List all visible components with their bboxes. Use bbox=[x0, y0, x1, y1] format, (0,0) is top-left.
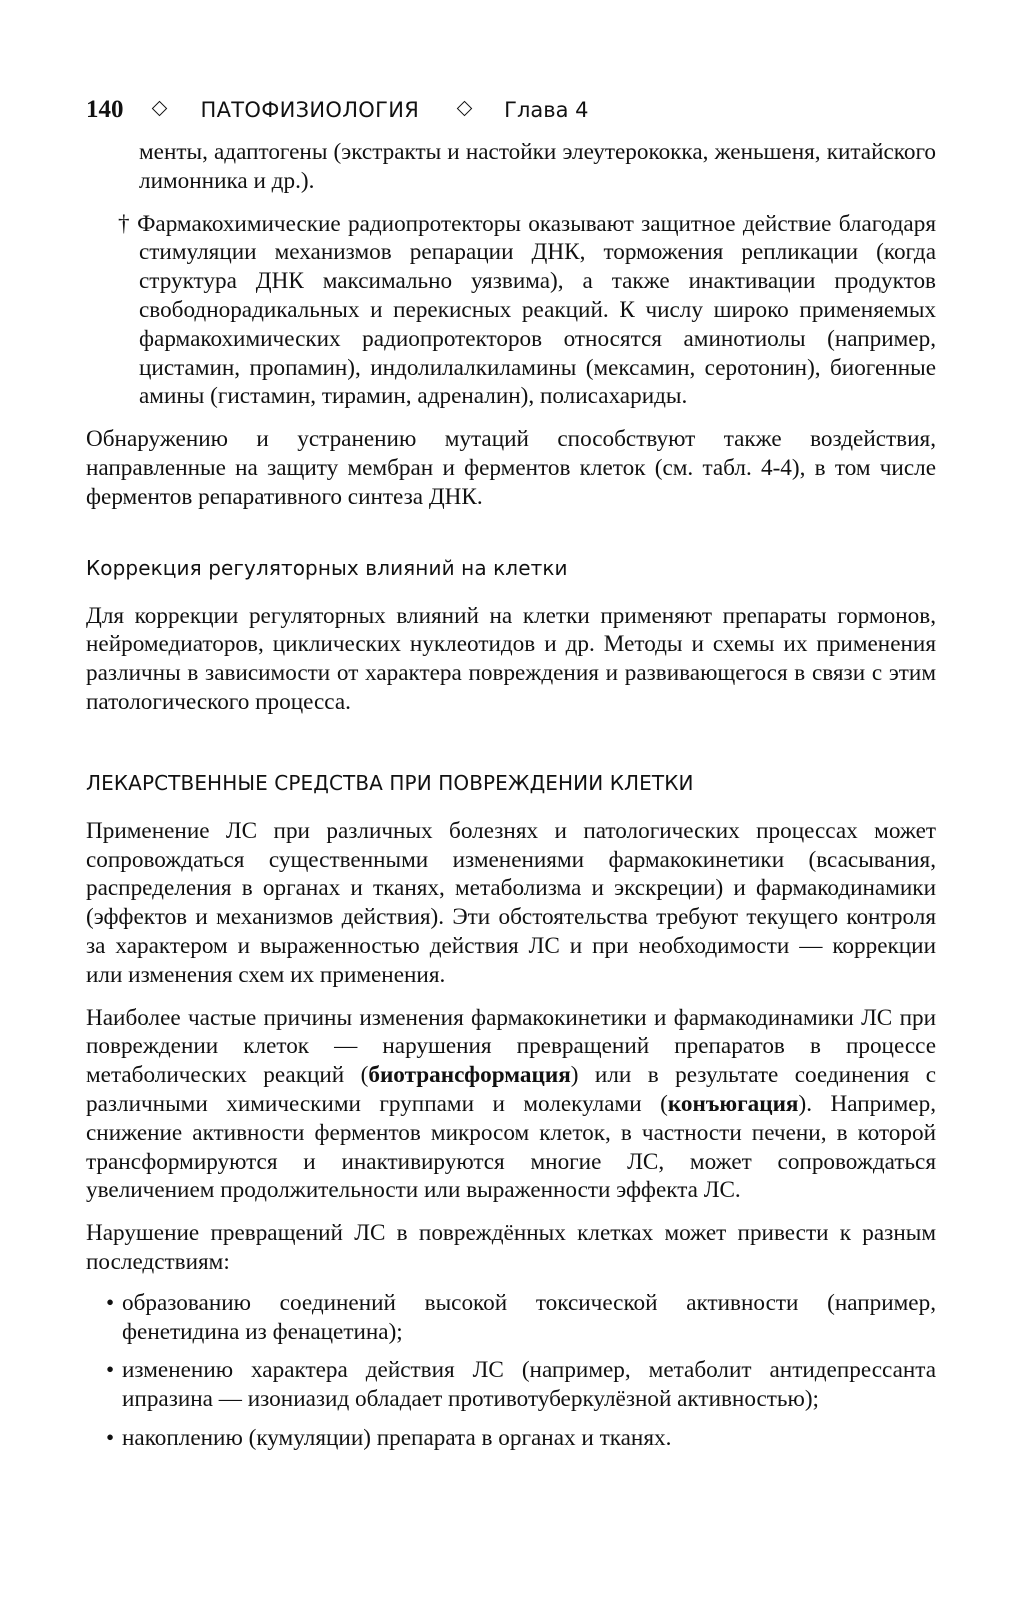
bullet-icon: • bbox=[106, 1357, 115, 1384]
page-number: 140 bbox=[86, 96, 124, 123]
list-item-text: накоплению (кумуляции) препарата в органах и тканях. bbox=[122, 1424, 672, 1451]
drugs-p2-part-b: ) или в результате соединения с различными химическими группами и молекулами ( bbox=[86, 1062, 936, 1117]
drugs-paragraph-3: Нарушение превращений ЛС в повреждённых клетках может привести к разным последствиям: bbox=[86, 1220, 936, 1275]
list-item bbox=[106, 1356, 936, 1414]
bullet-icon: • bbox=[106, 1424, 115, 1451]
diamond-separator-icon bbox=[151, 101, 167, 117]
intro-continuation: менты, адаптогены (экстракты и настойки элеутерококка, женьшеня, китайского лимонника и др.). bbox=[139, 139, 936, 194]
drugs-paragraph-1: Применение ЛС при различных болезнях и патологических процессах может сопровождаться существенными изменениями фармакокинетики (всасывания, распределения в органах и тканях, метаболизма и экскреции) и фармакодинамики (эффектов и механизмов действия). Эти обстоятельства требуют текущего контроля за характером и выраженностью действия ЛС и при необходимости — коррекции или изменения схем их применения. bbox=[86, 817, 936, 988]
drugs-p2-part-a: Наиболее частые причины изменения фармакокинетики и фармакодинамики ЛС при повреждении клеток — нарушения превращений препаратов в процессе метаболических реакций ( bbox=[86, 1004, 936, 1089]
radioprotectors-text: Фармакохимические радиопротекторы оказывают защитное действие благодаря стимуляции механизмов репарации ДНК, торможения репликации (когда структура ДНК максимально уязвима), а также инактивации продуктов свободнорадикальных и перекисных реакций. К числу широко применяемых фармакохимических радиопротекторов относятся аминотиолы (например, цистамин, пропамин), индолилалкиламины (мексамин, серотонин), биогенные амины (гистамин, тирамин, адреналин), полисахариды. bbox=[137, 210, 936, 410]
running-title: ПАТОФИЗИОЛОГИЯ bbox=[200, 98, 420, 122]
list-item-text: изменению характера действия ЛС (например, метаболит антидепрессанта ипразина — изониазид обладает противотуберкулёзной активностью); bbox=[122, 1357, 936, 1413]
drugs-p2-part-c: ). Например, снижение активности ферментов микросом клеток, в частности печени, в которой трансформируются и инактивируются многие ЛС, может сопровождаться увеличением продолжительности или выраженности эффекта ЛС. bbox=[86, 1090, 936, 1204]
regulatory-paragraph: Для коррекции регуляторных влияний на клетки применяют препараты гормонов, нейромедиаторов, циклических нуклеотидов и др. Методы и схемы их применения различны в зависимости от характера повреждения и развивающегося в связи с этим патологического процесса. bbox=[86, 602, 936, 715]
list-item bbox=[106, 1424, 936, 1453]
list-item bbox=[106, 1289, 936, 1347]
dagger-mark: † bbox=[118, 210, 132, 237]
radioprotectors-paragraph bbox=[86, 210, 936, 412]
chapter-label: Глава 4 bbox=[504, 98, 589, 122]
bullet-icon: • bbox=[106, 1289, 115, 1316]
section-heading-drugs: ЛЕКАРСТВЕННЫЕ СРЕДСТВА ПРИ ПОВРЕЖДЕНИИ КЛЕТКИ bbox=[86, 770, 694, 795]
list-item-text: образованию соединений высокой токсической активности (например, фенетидина из фенацетина); bbox=[122, 1289, 936, 1345]
consequences-list bbox=[86, 1289, 936, 1453]
running-header bbox=[86, 96, 936, 136]
drugs-paragraph-2 bbox=[86, 1004, 936, 1206]
book-page bbox=[86, 96, 936, 1463]
diamond-separator-icon bbox=[457, 101, 473, 117]
term-conjugation: конъюгация bbox=[667, 1090, 799, 1117]
subheading-regulatory: Коррекция регуляторных влияний на клетки bbox=[86, 555, 568, 580]
term-biotransformation: биотрансформация bbox=[368, 1062, 571, 1089]
mutations-paragraph: Обнаружению и устранению мутаций способствуют также воздействия, направленные на защиту мембран и ферментов клеток (см. табл. 4-4), в том числе ферментов репаративного синтеза ДНК. bbox=[86, 426, 936, 510]
